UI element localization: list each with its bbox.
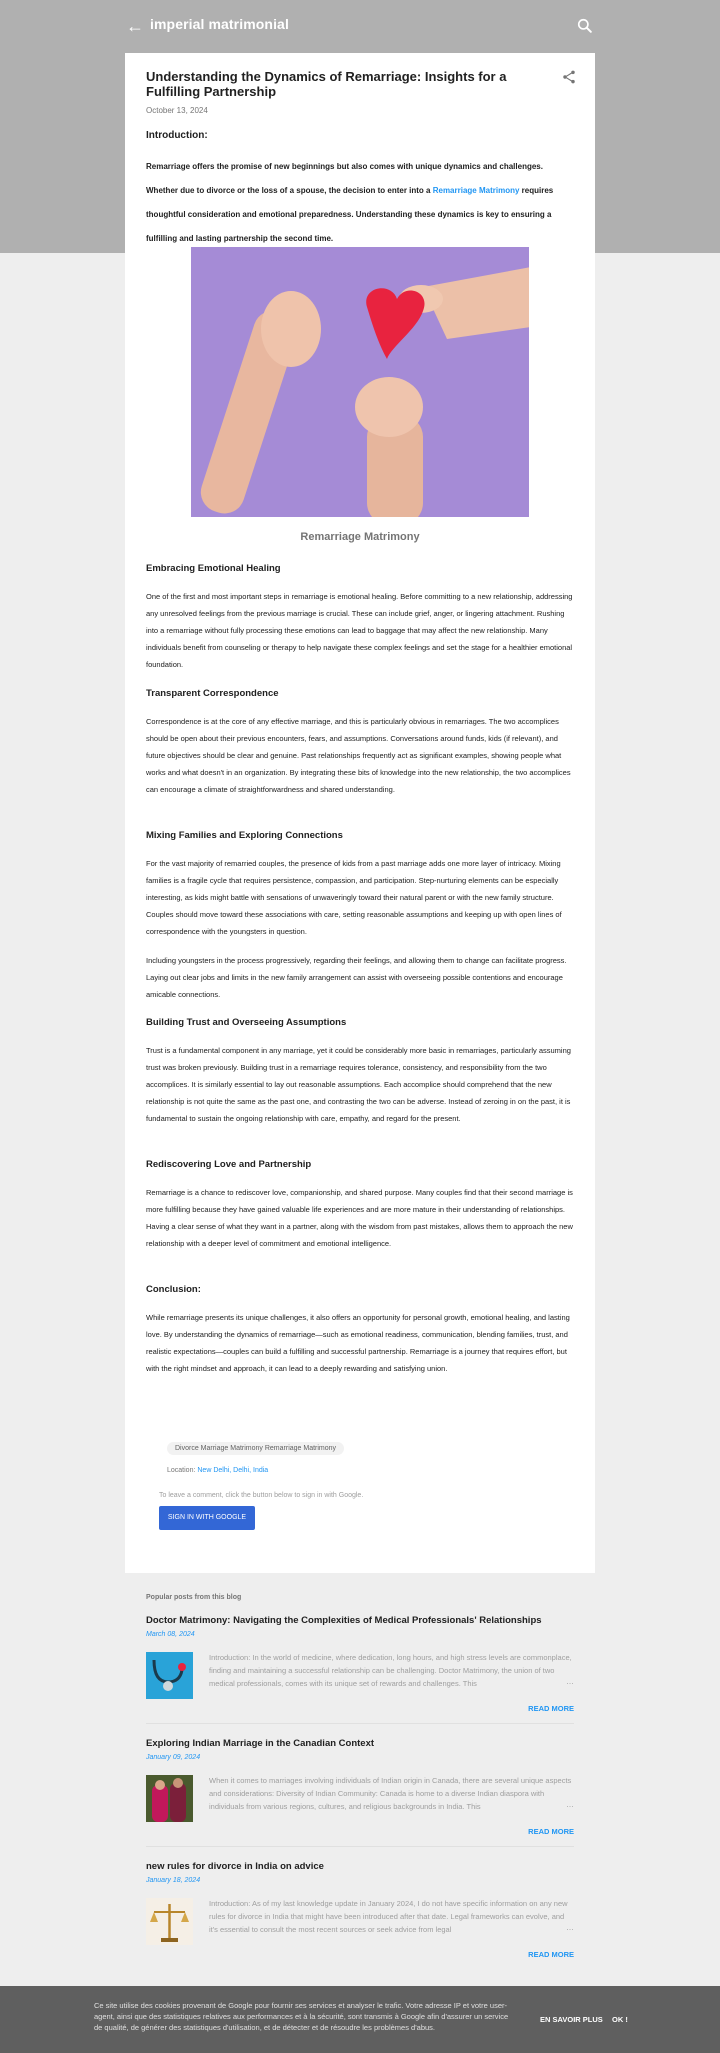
location-label: Location: xyxy=(167,1467,196,1474)
section-heading: Transparent Correspondence xyxy=(146,688,279,699)
popular-post-snippet: Introduction: As of my last knowledge update in January 2024, I do not have specific information on any new rules for divorce in India that might have been introduced after that date. Legal frameworks can evolve, and it's essential to consult the most recent sources or seek advice from legal xyxy=(209,1899,568,1934)
popular-post-date[interactable]: January 18, 2024 xyxy=(146,1877,201,1884)
section-paragraph: Remarriage is a chance to rediscover love, companionship, and shared purpose. Many couples find that their second marriage is more fulfilling because they have gained valuable life experiences and are more mature in their understanding of relationships. Having a clear sense of what they want in a partner, along with the wisdom from past mistakes, allows them to approach the new relationship with a deeper level of commitment and emotional intelligence. xyxy=(146,1188,573,1248)
snippet-ellipsis: … xyxy=(566,1800,574,1809)
section-paragraph: While remarriage presents its unique challenges, it also offers an opportunity for personal growth, emotional healing, and lasting love. By understanding the dynamics of remarriage—such as emotional readiness, communication, blending families, trust, and realistic expectations—couples can build a fulfilling and successful partnership. Remarriage is a journey that requires effort, but with the right mindset and approach, it can lead to a deeply rewarding and satisfying union. xyxy=(146,1313,570,1373)
location-link[interactable]: New Delhi, Delhi, India xyxy=(197,1467,269,1474)
snippet-ellipsis: … xyxy=(566,1923,574,1932)
stethoscope-image xyxy=(146,1652,193,1699)
cookie-banner xyxy=(0,1986,720,2053)
hero-image xyxy=(191,247,529,517)
popular-post-title[interactable]: Doctor Matrimony: Navigating the Complexities of Medical Professionals' Relationships xyxy=(146,1615,542,1626)
popular-post-thumbnail[interactable] xyxy=(146,1775,193,1822)
popular-post-snippet: Introduction: In the world of medicine, where dedication, long hours, and high stress levels are commonplace, finding and maintaining a successful relationship can be challenging. Doctor Matrimony, the union of two medical professionals, comes with its unique set of rewards and challenges. This xyxy=(209,1653,572,1688)
intro-paragraph xyxy=(146,155,574,251)
blog-title[interactable]: imperial matrimonial xyxy=(150,16,289,32)
section-heading: Embracing Emotional Healing xyxy=(146,563,281,574)
section-heading: Building Trust and Overseeing Assumptions xyxy=(146,1017,347,1028)
read-more-link[interactable]: READ MORE xyxy=(528,1827,574,1836)
section-paragraph: For the vast majority of remarried couples, the presence of kids from a past marriage adds one more layer of intricacy. Mixing families is a fragile cycle that requires persistence, compassion, and participation. Step-nurturing elements can be especially interesting, as kids might battle with sensations of unwaveringly toward their natural parent or with the new family structure. Couples should move toward these associations with care, setting reasonable assumptions and keeping up with open lines of correspondence with the youngsters in question. xyxy=(146,859,562,936)
scales-of-justice-image xyxy=(146,1898,193,1945)
section-paragraph: Correspondence is at the core of any effective marriage, and this is particularly obvious in remarriages. The two accomplices should be open about their previous encounters, fears, and assumptions. Conversations around funds, kids (if relevant), and future objectives should be clear and genuine. Past relationships frequently act as significant examples, showing people what works and what doesn't in an organization. By integrating these bits of knowledge into the new relationship, the two accomplices can encourage a climate of straightforwardness and shared understanding. xyxy=(146,717,571,794)
popular-post xyxy=(146,1615,574,1713)
post-labels[interactable]: Divorce Marriage Matrimony Remarriage Matrimony xyxy=(167,1442,344,1455)
popular-post-title[interactable]: Exploring Indian Marriage in the Canadian Context xyxy=(146,1738,375,1749)
intro-text-1: Remarriage offers the promise of new beginnings but also comes with unique dynamics and challenges. Whether due to divorce or the loss of a spouse, the decision to enter into a xyxy=(146,162,543,195)
sign-in-button[interactable]: SIGN IN WITH GOOGLE xyxy=(159,1506,255,1530)
popular-post xyxy=(146,1738,574,1836)
popular-posts-heading: Popular posts from this blog xyxy=(146,1594,242,1601)
popular-post-snippet: When it comes to marriages involving individuals of Indian origin in Canada, there are several unique aspects and considerations: Diversity of Indian Community: Canada is home to a diverse Indian diaspora with individuals from various regions, cultures, and religious backgrounds in India. This xyxy=(209,1776,572,1811)
read-more-link[interactable]: READ MORE xyxy=(528,1704,574,1713)
hands-heart-illustration xyxy=(191,247,529,517)
intro-heading: Introduction: xyxy=(146,130,208,141)
image-caption: Remarriage Matrimony xyxy=(300,531,420,543)
section-heading: Rediscovering Love and Partnership xyxy=(146,1159,312,1170)
post-location xyxy=(167,1467,268,1474)
read-more-link[interactable]: READ MORE xyxy=(528,1950,574,1959)
divider xyxy=(146,1723,574,1724)
section-heading: Mixing Families and Exploring Connections xyxy=(146,830,343,841)
cookie-text: Ce site utilise des cookies provenant de Google pour fournir ses services et analyser le trafic. Votre adresse IP et votre user-agent, ainsi que des statistiques relatives aux performances et à la sécurité, sont transmis à Google afin d'assurer un service de qualité, de générer des statistiques d'utilisation, et de détecter et de résoudre les problèmes d'abus. xyxy=(94,2001,509,2032)
blog-header xyxy=(125,0,595,52)
post-card xyxy=(125,53,595,1573)
arrow-back-icon[interactable]: ← xyxy=(126,16,144,36)
section-heading: Conclusion: xyxy=(146,1284,201,1295)
wedding-couple-image xyxy=(146,1775,193,1822)
remarriage-matrimony-link[interactable]: Remarriage Matrimony xyxy=(432,186,520,195)
share-icon[interactable] xyxy=(561,69,577,85)
popular-post-title[interactable]: new rules for divorce in India on advice xyxy=(146,1861,324,1872)
post-title: Understanding the Dynamics of Remarriage: Insights for a Fulfilling Partnership xyxy=(146,69,507,99)
comment-note: To leave a comment, click the button below to sign in with Google. xyxy=(159,1492,364,1499)
popular-post-thumbnail[interactable] xyxy=(146,1652,193,1699)
popular-post-date[interactable]: March 08, 2024 xyxy=(146,1631,195,1638)
section-paragraph: Trust is a fundamental component in any marriage, yet it could be considerably more basic in remarriages, particularly assuming trust was broken previously. Building trust in a remarriage requires tolerance, consistency, and responsibility from the two accomplices. It is similarly essential to lay out reasonable assumptions. Each accomplice should comprehend that the new relationship is not quite the same as the past one, and contrasting the two can be adverse. Instead of zeroing in on the past, it is fundamental to sustain the ongoing relationship with care, empathy, and regard for the present. xyxy=(146,1046,571,1123)
cookie-ok-button[interactable]: OK ! xyxy=(612,2015,628,2024)
intro-text-2: requires thoughtful consideration and emotional preparedness. Understanding these dynamics is key to ensuring a fulfilling and lasting partnership the second time. xyxy=(146,186,554,243)
popular-post xyxy=(146,1861,574,1959)
section-paragraph: One of the first and most important steps in remarriage is emotional healing. Before committing to a new relationship, addressing any unresolved feelings from the previous marriage is crucial. These can include grief, anger, or lingering attachment. Rushing into a remarriage without fully processing these emotions can lead to baggage that may affect the new relationship. Many individuals benefit from counseling or therapy to help navigate these complex feelings and set the stage for a healthier emotional foundation. xyxy=(146,592,573,669)
learn-more-button[interactable]: EN SAVOIR PLUS xyxy=(540,2015,603,2024)
popular-post-thumbnail[interactable] xyxy=(146,1898,193,1945)
divider xyxy=(146,1846,574,1847)
post-date: October 13, 2024 xyxy=(146,106,208,115)
section-paragraph: Including youngsters in the process progressively, regarding their feelings, and allowing them to change can facilitate progress. Laying out clear jobs and limits in the new family arrangement can assist with overseeing possible contentions and encourage amicable connections. xyxy=(146,956,567,999)
popular-post-date[interactable]: January 09, 2024 xyxy=(146,1754,201,1761)
search-icon[interactable] xyxy=(575,16,595,36)
snippet-ellipsis: … xyxy=(566,1677,574,1686)
